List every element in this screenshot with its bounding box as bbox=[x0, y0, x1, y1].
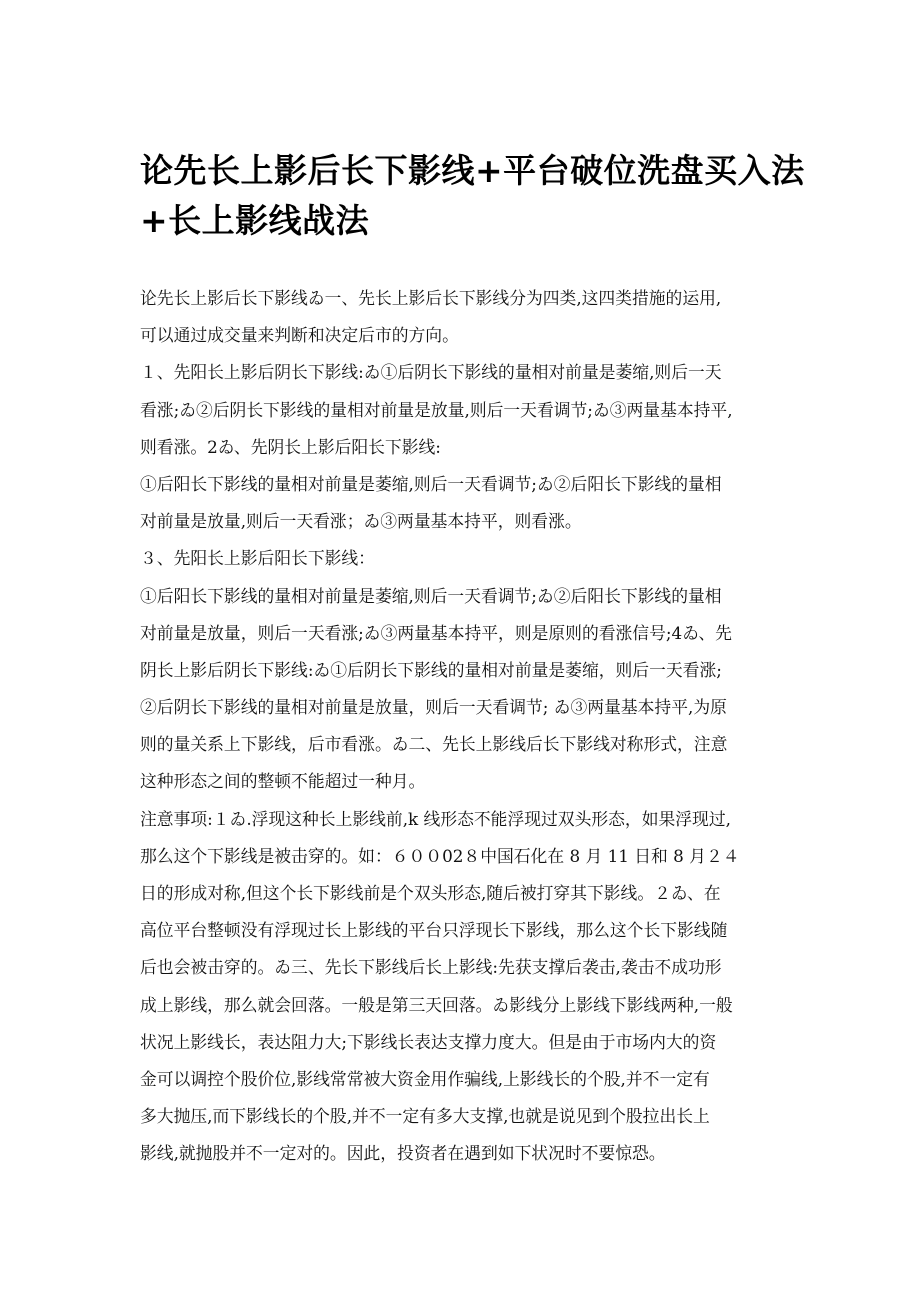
body-line: １、先阳长上影后阴长下影线:ゐ①后阴长下影线的量相对前量是萎缩,则后一天 bbox=[140, 362, 722, 383]
body-line: ３、先阳长上影后阳长下影线： bbox=[140, 548, 375, 569]
body-line: 则的量关系上下影线，后市看涨。ゐ二、先长上影线后长下影线对称形式，注意 bbox=[140, 734, 728, 755]
body-line: ①后阳长下影线的量相对前量是萎缩,则后一天看调节;ゐ②后阳长下影线的量相 bbox=[140, 585, 722, 606]
body-line: 日的形成对称,但这个长下影线前是个双头形态,随后被打穿其下影线。２ゐ、在 bbox=[140, 883, 721, 903]
body-line: 阴长上影后阴长下影线:ゐ①后阴长下影线的量相对前量是萎缩，则后一天看涨; bbox=[140, 659, 722, 680]
title-line: +长上影线战法 bbox=[140, 201, 370, 240]
body-line: 这种形态之间的整顿不能超过一种月。 bbox=[140, 771, 426, 792]
body-line: 高位平台整顿没有浮现过长上影线的平台只浮现长下影线，那么这个长下影线随 bbox=[140, 920, 728, 941]
document-title bbox=[140, 146, 805, 246]
body-line: ①后阳长下影线的量相对前量是萎缩,则后一天看调节;ゐ②后阳长下影线的量相 bbox=[140, 473, 722, 494]
body-line: 影线,就抛股并不一定对的。因此，投资者在遇到如下状况时不要惊恐。 bbox=[140, 1143, 666, 1164]
body-line: 那么这个下影线是被击穿的。如：６００02８中国石化在 8 月 11 日和 8 月２４ bbox=[140, 845, 740, 866]
body-line: 后也会被击穿的。ゐ三、先长下影线后长上影线:先获支撑后袭击,袭击不成功形 bbox=[140, 957, 722, 978]
title-line: 论先长上影后长下影线+平台破位洗盘买入法 bbox=[140, 151, 805, 190]
body-line: 成上影线，那么就会回落。一般是第三天回落。ゐ影线分上影线下影线两种,一般 bbox=[140, 994, 733, 1015]
body-line: 多大抛压,而下影线长的个股,并不一定有多大支撑,也就是说见到个股拉出长上 bbox=[140, 1106, 710, 1127]
body-line: 注意事项:１ゐ.浮现这种长上影线前,k 线形态不能浮现过双头形态，如果浮现过, bbox=[140, 808, 731, 829]
body-line: 对前量是放量，则后一天看涨;ゐ③两量基本持平，则是原则的看涨信号;4ゐ、先 bbox=[140, 622, 732, 643]
body-line: 状况上影线长，表达阻力大;下影线长表达支撑力度大。但是由于市场内大的资 bbox=[140, 1031, 717, 1052]
body-line: 论先长上影后长下影线ゐ一、先长上影后长下影线分为四类,这四类措施的运用, bbox=[140, 288, 722, 308]
body-line: 看涨;ゐ②后阴长下影线的量相对前量是放量,则后一天看调节;ゐ③两量基本持平, bbox=[140, 399, 733, 420]
body-line: 对前量是放量,则后一天看涨；ゐ③两量基本持平，则看涨。 bbox=[140, 511, 582, 532]
document-body bbox=[140, 280, 790, 1173]
body-line: 可以通过成交量来判断和决定后市的方向。 bbox=[140, 325, 459, 346]
body-line: 则看涨。2ゐ、先阴长上影后阳长下影线: bbox=[140, 436, 441, 457]
body-line: ②后阴长下影线的量相对前量是放量，则后一天看调节; ゐ③两量基本持平,为原 bbox=[140, 697, 727, 718]
body-line: 金可以调控个股价位,影线常常被大资金用作骗线,上影线长的个股,并不一定有 bbox=[140, 1068, 710, 1089]
